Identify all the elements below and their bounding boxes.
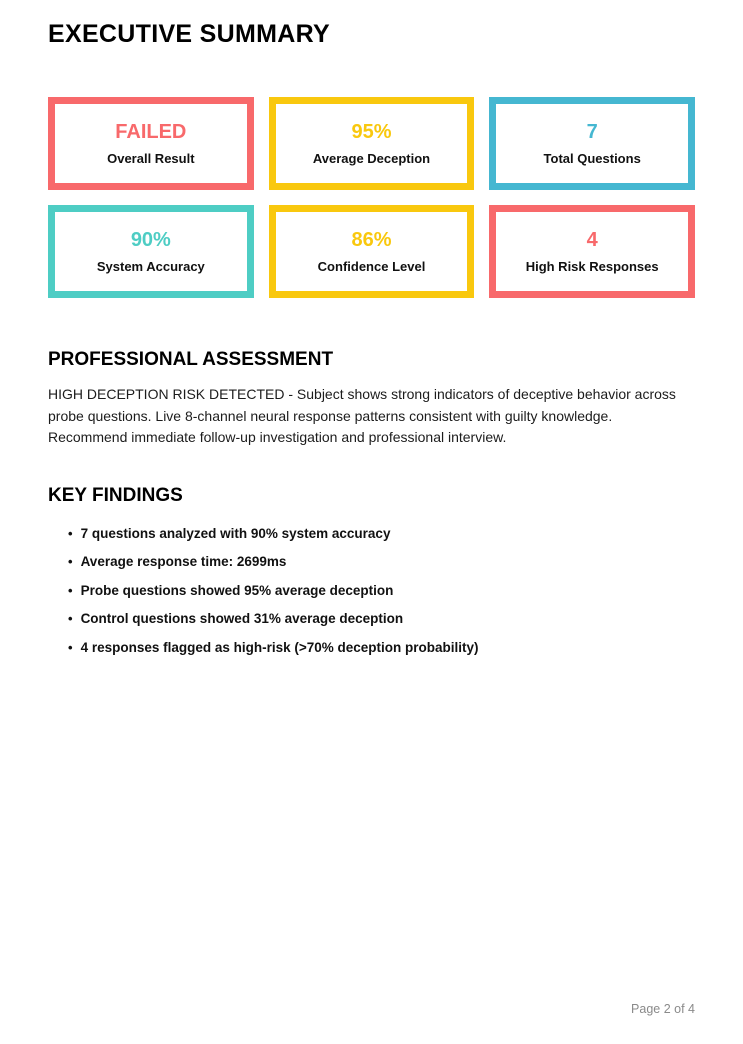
section-professional-assessment	[48, 349, 695, 449]
bullet-icon: •	[68, 639, 73, 655]
stat-label: Total Questions	[543, 151, 641, 166]
list-item	[68, 527, 695, 541]
section-heading: PROFESSIONAL ASSESSMENT	[48, 349, 334, 370]
finding-text: Average response time: 2699ms	[80, 554, 287, 569]
stat-value: 86%	[351, 229, 392, 251]
stat-card-overall-result	[48, 97, 254, 190]
finding-text: 7 questions analyzed with 90% system accuracy	[80, 525, 391, 541]
stat-value: 95%	[351, 121, 392, 143]
findings-list	[48, 527, 695, 655]
stat-value: 7	[586, 121, 598, 143]
stat-card-high-risk-responses	[489, 205, 695, 298]
stat-label: System Accuracy	[96, 259, 205, 274]
list-item	[68, 612, 695, 626]
list-item	[68, 555, 695, 569]
stat-label: Average Deception	[312, 151, 431, 166]
stat-value: 90%	[130, 229, 171, 251]
bullet-icon: •	[68, 582, 73, 598]
assessment-text: HIGH DECEPTION RISK DETECTED - Subject shows strong indicators of deceptive behavior across probe questions. Live 8-channel neural response patterns consistent with guilty knowledge. Recommend immediate follow-up investigation and professional interview.	[48, 386, 676, 445]
page-title: EXECUTIVE SUMMARY	[48, 20, 330, 48]
section-heading: KEY FINDINGS	[48, 484, 183, 506]
stat-card-average-deception	[269, 97, 475, 190]
stat-value: FAILED	[115, 121, 187, 143]
stat-card-total-questions	[489, 97, 695, 190]
stat-value: 4	[586, 229, 598, 251]
bullet-icon: •	[68, 525, 73, 541]
finding-text: Probe questions showed 95% average deception	[80, 582, 394, 598]
stat-card-system-accuracy	[48, 205, 254, 298]
stats-grid	[48, 97, 695, 298]
bullet-icon: •	[68, 611, 73, 627]
page-number: Page 2 of 4	[631, 1002, 695, 1016]
bullet-icon: •	[68, 554, 73, 570]
stat-label: Overall Result	[107, 151, 195, 166]
list-item	[68, 584, 695, 598]
finding-text: 4 responses flagged as high-risk (>70% deception probability)	[80, 639, 479, 655]
finding-text: Control questions showed 31% average deception	[80, 611, 404, 626]
stat-card-confidence-level	[269, 205, 475, 298]
stat-label: High Risk Responses	[525, 259, 659, 274]
section-key-findings	[48, 485, 695, 655]
stat-label: Confidence Level	[317, 259, 426, 274]
list-item	[68, 641, 695, 655]
